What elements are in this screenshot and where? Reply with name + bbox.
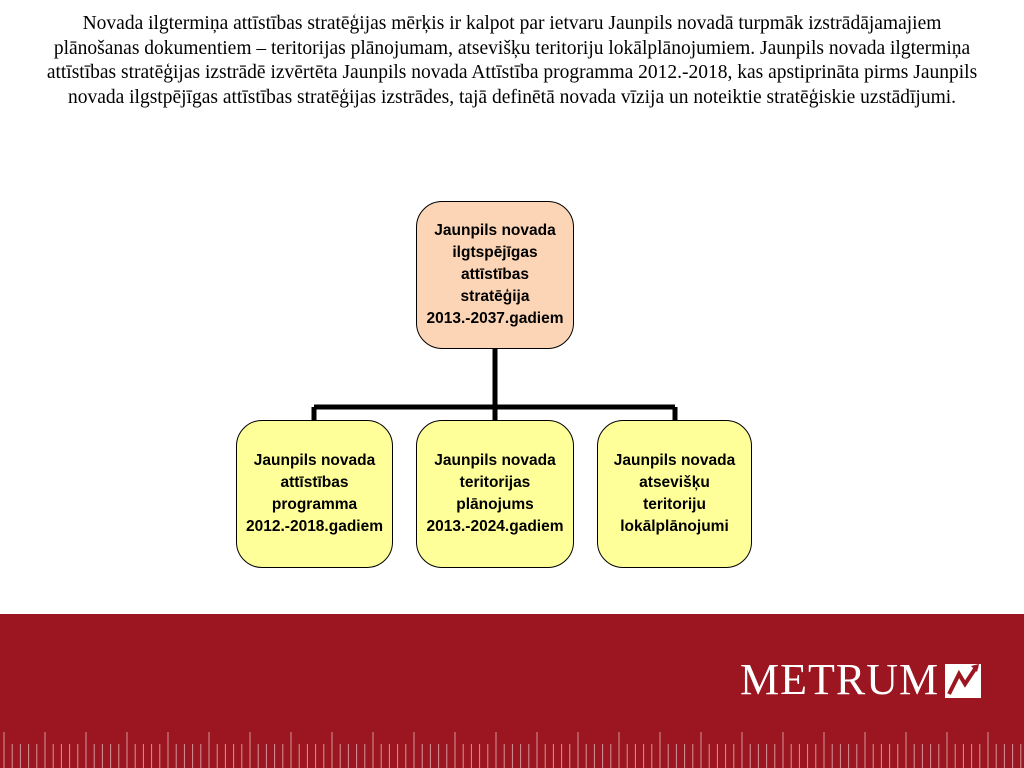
intro-paragraph: Novada ilgtermiņa attīstības stratēģijas mērķis ir kalpot par ietvaru Jaunpils novadā turpmāk izstrādājamajiem plānošanas dokumentiem – teritorijas plānojumam, atsevišķu teritoriju lokālplānojumiem. Jaunpils novada ilgtermiņa attīstības stratēģijas izstrādē izvērtēta Jaunpils novada Attīstība programma 2012.-2018, kas apstiprināta pirms Jaunpils novada ilgstpējīgas attīstības stratēģijas izstrādes, tajā definētā novada vīzija un noteiktie stratēģiskie uzstādījumi. <box>46 13 978 108</box>
territorial-plan-label: Jaunpils novada teritorijas plānojums 2013.-2024.gadiem <box>426 452 564 535</box>
development-programme-box <box>236 420 393 568</box>
strategy-root-box <box>416 201 574 349</box>
development-programme-label: Jaunpils novada attīstības programma 2012.-2018.gadiem <box>246 452 384 535</box>
ruler-ticks-decoration <box>0 718 1024 768</box>
territorial-plan-box <box>416 420 574 568</box>
local-plans-box <box>597 420 752 568</box>
metrum-arrow-mark-icon <box>943 660 983 700</box>
strategy-root-label: Jaunpils novada ilgtspējīgas attīstības stratēģija 2013.-2037.gadiem <box>426 222 564 327</box>
metrum-logo <box>740 655 983 705</box>
local-plans-label: Jaunpils novada atsevišķu teritoriju lokālplānojumi <box>613 452 736 535</box>
metrum-logo-text: METRUM <box>740 655 940 704</box>
